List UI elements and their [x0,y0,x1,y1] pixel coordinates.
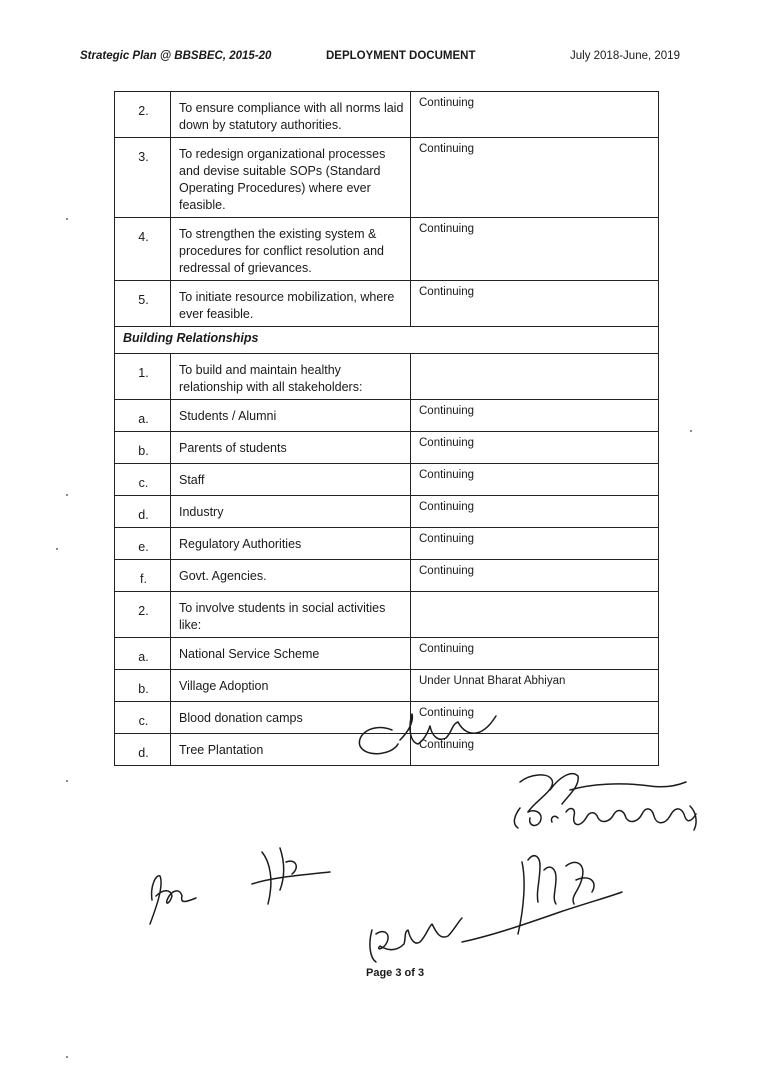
row-number: e. [138,540,149,554]
table-row [115,354,659,400]
row-status: Continuing [411,218,659,281]
row-number: d. [138,508,149,522]
table-row [115,670,659,702]
row-description: To initiate resource mobilization, where ever feasible. [179,290,395,321]
row-number: a. [138,412,149,426]
row-number: c. [138,714,149,728]
table-row [115,432,659,464]
signature-3 [150,876,196,924]
row-number: d. [138,746,149,760]
table-row [115,92,659,138]
row-number: 2. [138,104,149,118]
row-description: Govt. Agencies. [179,569,267,583]
table-row [115,218,659,281]
row-number: a. [138,650,149,664]
scan-speck [66,1056,68,1058]
row-description: To involve students in social activities like: [179,601,386,632]
table-row [115,734,659,766]
table-row [115,560,659,592]
scan-speck [66,780,68,782]
scan-speck [66,218,68,220]
row-description: Parents of students [179,441,287,455]
table-row [115,638,659,670]
section-heading: Building Relationships [115,327,659,354]
row-status: Continuing [411,400,659,432]
deployment-table [114,91,659,766]
row-status: Under Unnat Bharat Abhiyan [411,670,659,702]
signature-5 [518,856,594,934]
row-number: f. [140,572,147,586]
table-row [115,592,659,638]
row-description: To build and maintain healthy relationship with all stakeholders: [179,363,363,394]
row-description: Blood donation camps [179,711,303,725]
row-status: Continuing [411,92,659,138]
row-status: Continuing [411,464,659,496]
header-document-type: DEPLOYMENT DOCUMENT [326,50,476,62]
signature-6 [370,892,622,962]
table-row [115,528,659,560]
row-number: b. [138,682,149,696]
row-number: 4. [138,230,149,244]
table-row [115,138,659,218]
scan-speck [66,494,68,496]
row-description: To strengthen the existing system & procedures for conflict resolution and redressal of grievances. [179,227,384,275]
row-number: 3. [138,150,149,164]
row-status: Continuing [411,496,659,528]
row-status: Continuing [411,638,659,670]
row-number: 2. [138,604,149,618]
header-plan-title: Strategic Plan @ BBSBEC, 2015-20 [80,50,272,62]
table-row [115,400,659,432]
row-number: c. [138,476,149,490]
table-row [115,702,659,734]
row-status: Continuing [411,560,659,592]
row-description: To ensure compliance with all norms laid down by statutory authorities. [179,101,404,132]
row-description: National Service Scheme [179,647,320,661]
scan-speck [56,548,58,550]
row-description: Tree Plantation [179,743,264,757]
signature-4 [252,848,330,904]
row-status: Continuing [411,528,659,560]
row-number: b. [138,444,149,458]
signature-2-name [514,806,696,830]
row-status: Continuing [411,702,659,734]
row-status: Continuing [411,432,659,464]
row-number: 5. [138,293,149,307]
row-description: Students / Alumni [179,409,277,423]
row-description: Regulatory Authorities [179,537,302,551]
row-description: To redesign organizational processes and devise suitable SOPs (Standard Operating Procedures) where ever feasible. [179,147,386,212]
scan-speck [690,430,692,432]
row-description: Village Adoption [179,679,269,693]
table-row [115,464,659,496]
signature-2 [520,774,686,812]
row-description: Industry [179,505,224,519]
table-row [115,496,659,528]
row-status: Continuing [411,281,659,327]
page-number: Page 3 of 3 [366,967,425,979]
row-status: Continuing [411,734,659,766]
row-status: Continuing [411,138,659,218]
row-number: 1. [138,366,149,380]
row-description: Staff [179,473,205,487]
table-row [115,281,659,327]
header-period: July 2018-June, 2019 [570,50,680,62]
table-section-row [115,327,659,354]
